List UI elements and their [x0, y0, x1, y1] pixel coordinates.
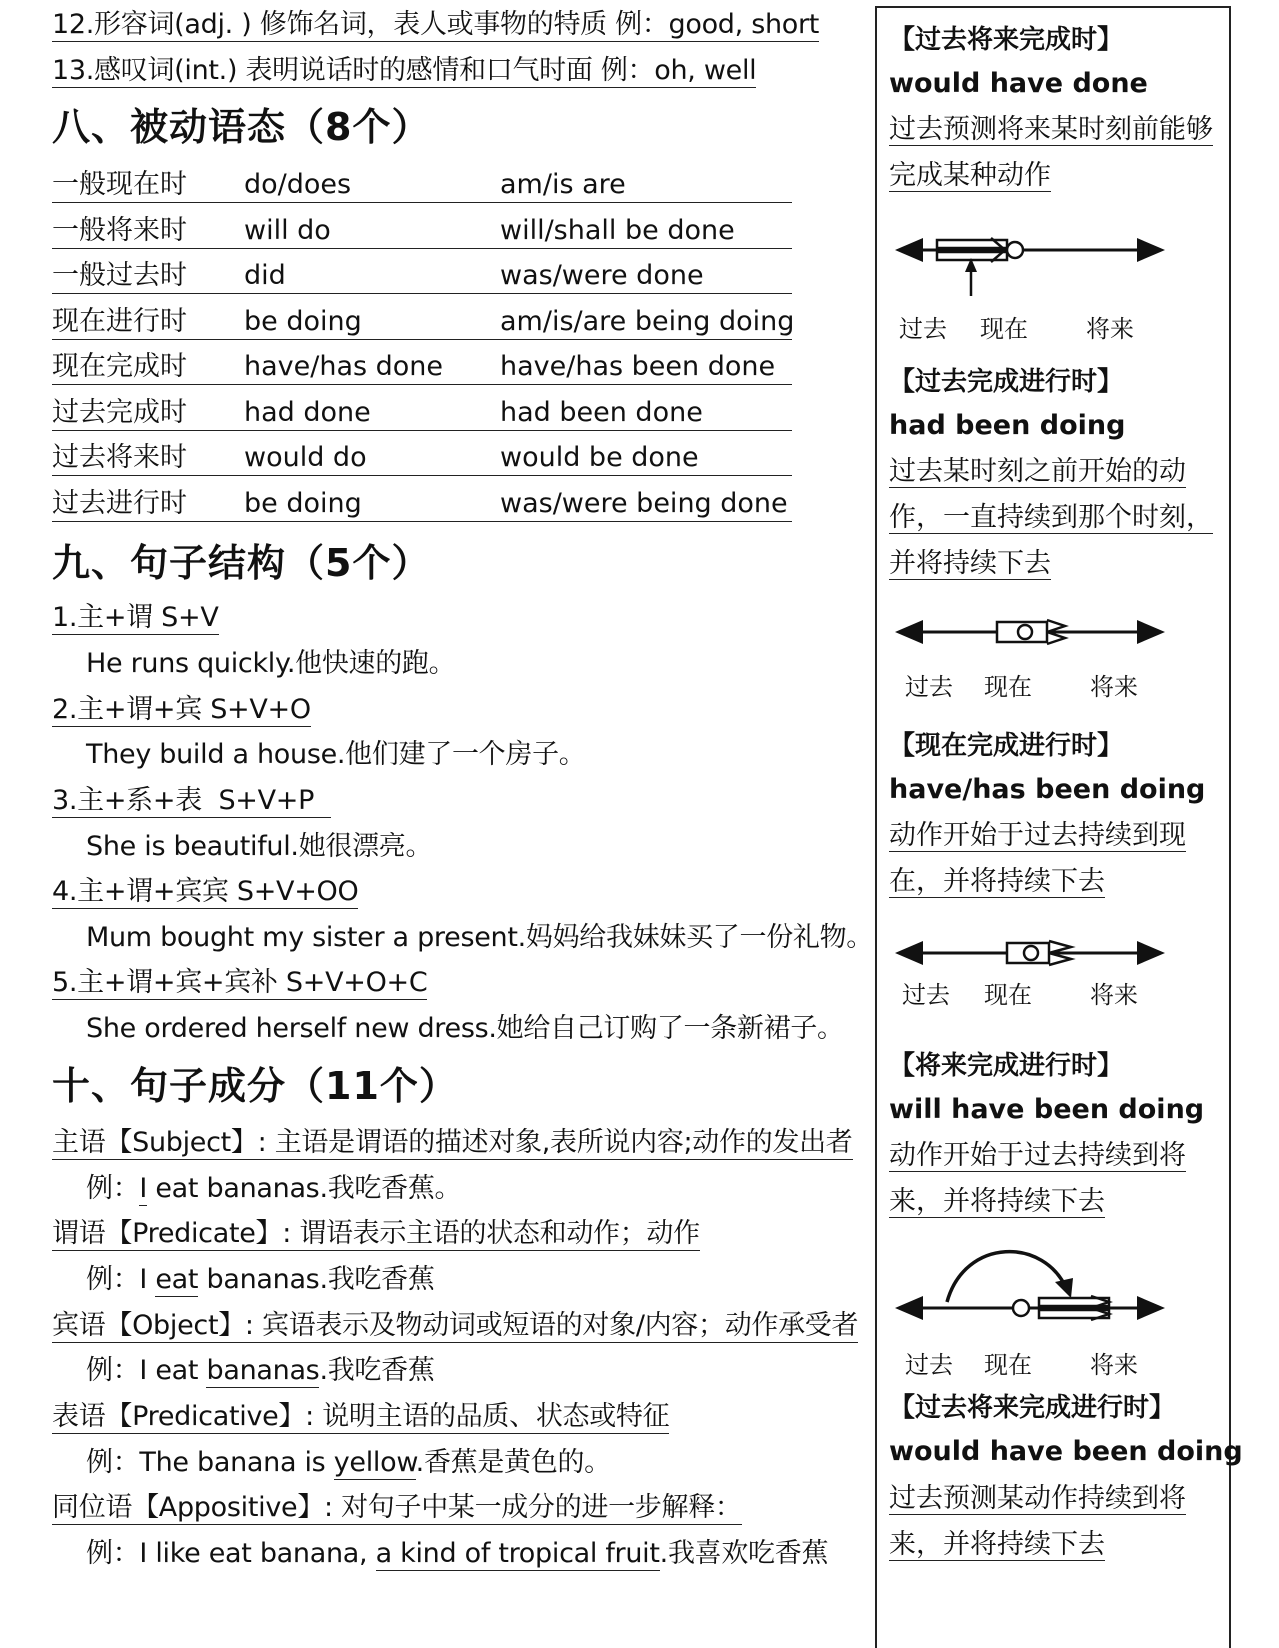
- tense-tag: 【过去将来完成进行时】: [889, 1393, 1176, 1423]
- tense-desc: 来，并将持续下去: [889, 1529, 1105, 1560]
- tense-name: 一般过去时: [52, 260, 187, 291]
- tense-name: 过去将来时: [52, 442, 187, 473]
- tense-desc: 动作开始于过去持续到将: [889, 1140, 1186, 1171]
- element-head: 表语【Predicative】: 说明主语的品质、状态或特征: [52, 1401, 670, 1432]
- section-title-sentence-elements: 十、句子成分（11个）: [52, 1064, 458, 1108]
- label-now: 现在: [984, 673, 1032, 701]
- label-past: 过去: [905, 1351, 953, 1379]
- tense-name: 一般现在时: [52, 169, 187, 200]
- element-example: 例：I eat bananas.我吃香蕉: [86, 1264, 435, 1295]
- tense-desc: 在，并将持续下去: [889, 866, 1105, 897]
- tense-form: have/has been doing: [889, 774, 1206, 805]
- passive-row: [52, 441, 792, 476]
- pos-item-int: 13.感叹词(int.) 表明说话时的感情和口气时面 例：oh, well: [52, 55, 757, 86]
- structure-example: She is beautiful.她很漂亮。: [86, 831, 433, 862]
- tense-form: had been doing: [889, 410, 1126, 441]
- tense-tag: 【过去将来完成时】: [889, 25, 1124, 55]
- tense-form: would have done: [889, 68, 1148, 99]
- label-future: 将来: [1090, 673, 1138, 701]
- tense-form: will have been doing: [889, 1094, 1205, 1125]
- passive-form: had been done: [500, 397, 703, 428]
- structure-head: 4.主+谓+宾宾 S+V+OO: [52, 876, 359, 907]
- tense-sidebar: [875, 6, 1243, 1648]
- passive-row: [52, 350, 792, 385]
- section-title-sentence-structure: 九、句子结构（5个）: [52, 541, 431, 585]
- active-form: be doing: [244, 306, 362, 337]
- label-future: 将来: [1090, 981, 1138, 1009]
- structure-head: 2.主+谓+宾 S+V+O: [52, 694, 311, 725]
- structure-example: He runs quickly.他快速的跑。: [86, 648, 456, 679]
- tense-desc: 作，一直持续到那个时刻，: [889, 502, 1213, 533]
- passive-form: was/were being done: [500, 488, 788, 519]
- passive-row: [52, 214, 792, 249]
- tense-desc: 来，并将持续下去: [889, 1186, 1105, 1217]
- label-past: 过去: [905, 673, 953, 701]
- active-form: will do: [244, 215, 331, 246]
- tense-tag: 【将来完成进行时】: [889, 1051, 1124, 1081]
- tense-desc: 过去预测某动作持续到将: [889, 1483, 1186, 1514]
- element-example: 例：The banana is yellow.香蕉是黄色的。: [86, 1447, 611, 1478]
- structure-example: They build a house.他们建了一个房子。: [86, 739, 586, 770]
- tense-name: 现在完成时: [52, 351, 187, 382]
- tense-desc: 并将持续下去: [889, 548, 1051, 579]
- structure-head: 5.主+谓+宾+宾补 S+V+O+C: [52, 967, 428, 998]
- tense-name: 过去进行时: [52, 488, 187, 519]
- element-head: 主语【Subject】: 主语是谓语的描述对象,表所说内容;动作的发出者: [52, 1127, 853, 1158]
- passive-row: [52, 168, 792, 203]
- timeline-diagram: [895, 220, 1175, 300]
- label-past: 过去: [902, 981, 950, 1009]
- timeline-diagram: [895, 933, 1175, 973]
- label-future: 将来: [1090, 1351, 1138, 1379]
- element-head: 宾语【Object】: 宾语表示及物动词或短语的对象/内容；动作承受者: [52, 1310, 859, 1341]
- passive-form: am/is are: [500, 169, 626, 200]
- structure-head: 3.主+系+表 S+V+P: [52, 785, 331, 816]
- passive-row: [52, 396, 792, 431]
- timeline-diagram: [895, 612, 1175, 652]
- tense-name: 过去完成时: [52, 397, 187, 428]
- passive-form: have/has been done: [500, 351, 776, 382]
- element-example: 例：I like eat banana, a kind of tropical fruit.我喜欢吃香蕉: [86, 1538, 829, 1569]
- passive-form: am/is/are being doing: [500, 306, 795, 337]
- structure-example: Mum bought my sister a present.妈妈给我妹妹买了一份礼物。: [86, 922, 874, 953]
- timeline-diagram: [895, 1242, 1175, 1332]
- label-now: 现在: [984, 1351, 1032, 1379]
- element-example: 例：I eat bananas.我吃香蕉: [86, 1355, 435, 1386]
- tense-form: would have been doing: [889, 1436, 1243, 1467]
- passive-form: was/were done: [500, 260, 704, 291]
- label-future: 将来: [1086, 315, 1134, 343]
- label-now: 现在: [984, 981, 1032, 1009]
- tense-tag: 【现在完成进行时】: [889, 731, 1124, 761]
- active-form: have/has done: [244, 351, 444, 382]
- tense-desc: 过去预测将来某时刻前能够: [889, 114, 1213, 145]
- active-form: be doing: [244, 488, 362, 519]
- tense-desc: 过去某时刻之前开始的动: [889, 456, 1186, 487]
- active-form: do/does: [244, 169, 352, 200]
- label-now: 现在: [980, 315, 1028, 343]
- active-form: would do: [244, 442, 367, 473]
- element-example: 例：I eat bananas.我吃香蕉。: [86, 1173, 462, 1204]
- section-title-passive: 八、被动语态（8个）: [52, 105, 431, 149]
- tense-name: 现在进行时: [52, 306, 187, 337]
- active-form: had done: [244, 397, 371, 428]
- structure-example: She ordered herself new dress.她给自己订购了一条新裙子。: [86, 1013, 844, 1044]
- structure-head: 1.主+谓 S+V: [52, 602, 219, 633]
- pos-item-adj: 12.形容词(adj. ) 修饰名词，表人或事物的特质 例：good, short: [52, 9, 820, 40]
- tense-desc: 完成某种动作: [889, 160, 1051, 191]
- left-column: [52, 0, 872, 1637]
- label-past: 过去: [899, 315, 947, 343]
- tense-desc: 动作开始于过去持续到现: [889, 820, 1186, 851]
- element-head: 同位语【Appositive】: 对句子中某一成分的进一步解释：: [52, 1492, 742, 1523]
- tense-name: 一般将来时: [52, 215, 187, 246]
- passive-row: [52, 487, 792, 522]
- active-form: did: [244, 260, 286, 291]
- passive-form: will/shall be done: [500, 215, 735, 246]
- passive-row: [52, 259, 792, 294]
- element-head: 谓语【Predicate】: 谓语表示主语的状态和动作；动作: [52, 1218, 700, 1249]
- passive-form: would be done: [500, 442, 699, 473]
- tense-tag: 【过去完成进行时】: [889, 367, 1124, 397]
- passive-row: [52, 305, 795, 340]
